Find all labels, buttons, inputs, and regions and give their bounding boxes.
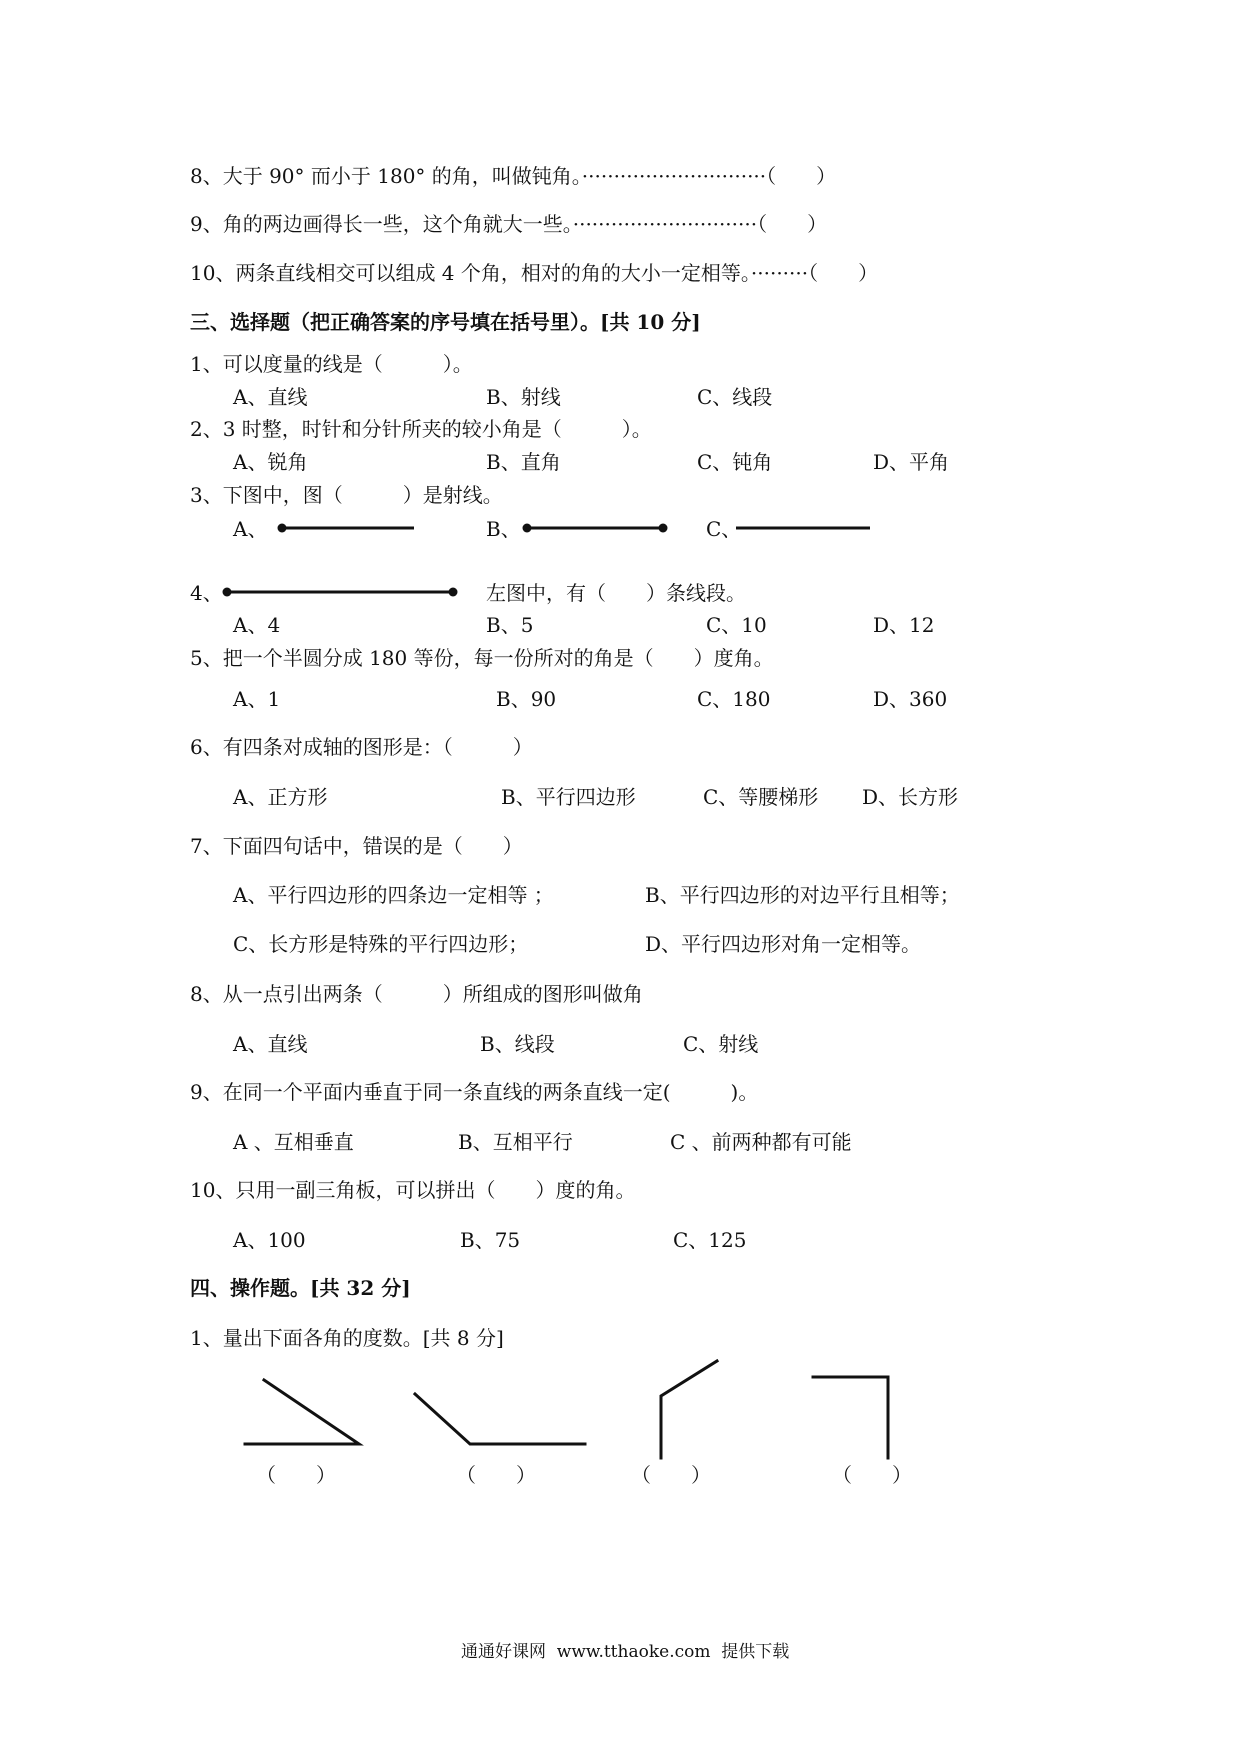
q3-4-stem: 左图中，有（ ）条线段。: [486, 581, 746, 605]
q3-10-option-b: B、75: [460, 1228, 521, 1252]
q3-2-option-b: B、直角: [486, 450, 561, 474]
q3-6-option-b: B、平行四边形: [501, 785, 636, 809]
q3-7-option-d: D、平行四边形对角一定相等。: [645, 932, 922, 956]
angle-figure-1: [245, 1380, 359, 1444]
q3-2-stem: 2、3 时整，时针和分针所夹的较小角是（ ）。: [190, 417, 652, 441]
q3-8-stem: 8、从一点引出两条（ ）所组成的图形叫做角: [190, 982, 643, 1006]
segment-with-points-figure: [223, 588, 458, 597]
q3-5-stem: 5、把一个半圆分成 180 等份，每一份所对的角是（ ）度角。: [190, 646, 774, 670]
judge-q10: 10、两条直线相交可以组成 4 个角，相对的角的大小一定相等。·········（ ）: [190, 261, 879, 285]
q3-3-stem: 3、下图中，图（ ）是射线。: [190, 483, 503, 507]
q3-3-option-b: B、: [486, 517, 521, 541]
angle-figure-2: [415, 1394, 585, 1444]
angle-figure-4: [813, 1377, 888, 1458]
angle-3-answer-blank: （ ）: [631, 1463, 711, 1487]
angle-2-answer-blank: （ ）: [456, 1463, 536, 1487]
q3-1-option-b: B、射线: [486, 385, 561, 409]
footer-text: 通通好课网 www.tthaoke.com 提供下载: [461, 1642, 790, 1662]
q3-4-option-b: B、5: [486, 613, 534, 637]
q3-5-option-b: B、90: [496, 687, 557, 711]
judge-q8: 8、大于 90° 而小于 180° 的角，叫做钝角。·····························（ ）: [190, 164, 837, 188]
q3-9-option-c: C 、前两种都有可能: [670, 1130, 852, 1154]
angle-1-answer-blank: （ ）: [256, 1463, 336, 1487]
q3-1-option-c: C、线段: [697, 385, 773, 409]
q4-1-stem: 1、量出下面各角的度数。[共 8 分]: [190, 1326, 504, 1350]
q3-9-stem: 9、在同一个平面内垂直于同一条直线的两条直线一定( )。: [190, 1080, 759, 1104]
q3-5-option-a: A、1: [233, 687, 281, 711]
judge-q9: 9、角的两边画得长一些，这个角就大一些。·····························（ ）: [190, 212, 828, 236]
q3-1-option-a: A、直线: [233, 385, 308, 409]
q3-8-option-c: C、射线: [683, 1032, 759, 1056]
q3-2-option-c: C、钝角: [697, 450, 773, 474]
q3-9-option-b: B、互相平行: [458, 1130, 573, 1154]
q3-7-stem: 7、下面四句话中，错误的是（ ）: [190, 834, 523, 858]
q3-10-stem: 10、只用一副三角板，可以拼出（ ）度的角。: [190, 1178, 636, 1202]
q3-2-option-a: A、锐角: [233, 450, 308, 474]
q3-3-option-c: C、: [706, 517, 742, 541]
q3-1-stem: 1、可以度量的线是（ ）。: [190, 352, 473, 376]
ray-figure-a: [278, 524, 415, 533]
q3-4-option-a: A、4: [233, 613, 281, 637]
q3-7-option-c: C、长方形是特殊的平行四边形；: [233, 932, 529, 956]
q3-6-option-c: C、等腰梯形: [703, 785, 819, 809]
q3-2-option-d: D、平角: [873, 450, 950, 474]
q3-6-option-d: D、长方形: [862, 785, 959, 809]
q3-6-stem: 6、有四条对成轴的图形是：（ ）: [190, 735, 533, 759]
q3-6-option-a: A、正方形: [233, 785, 328, 809]
q3-10-option-c: C、125: [673, 1228, 747, 1252]
q3-7-option-b: B、平行四边形的对边平行且相等；: [645, 883, 960, 907]
q3-5-option-d: D、360: [873, 687, 948, 711]
q3-9-option-a: A 、互相垂直: [233, 1130, 354, 1154]
section-3-title: 三、选择题（把正确答案的序号填在括号里）。[共 10 分]: [190, 310, 701, 334]
q3-10-option-a: A、100: [233, 1228, 306, 1252]
q3-8-option-b: B、线段: [480, 1032, 555, 1056]
q3-4-option-d: D、12: [873, 613, 935, 637]
q3-7-option-a: A、平行四边形的四条边一定相等 ；: [233, 883, 554, 907]
angle-4-answer-blank: （ ）: [832, 1463, 912, 1487]
q3-4-number: 4、: [190, 581, 223, 605]
angle-figure-3: [661, 1361, 717, 1458]
q3-4-option-c: C、10: [706, 613, 767, 637]
q3-8-option-a: A、直线: [233, 1032, 308, 1056]
segment-figure-b: [523, 524, 668, 533]
section-4-title: 四、操作题。[共 32 分]: [190, 1276, 411, 1300]
q3-5-option-c: C、180: [697, 687, 771, 711]
q3-3-option-a: A、: [233, 517, 268, 541]
